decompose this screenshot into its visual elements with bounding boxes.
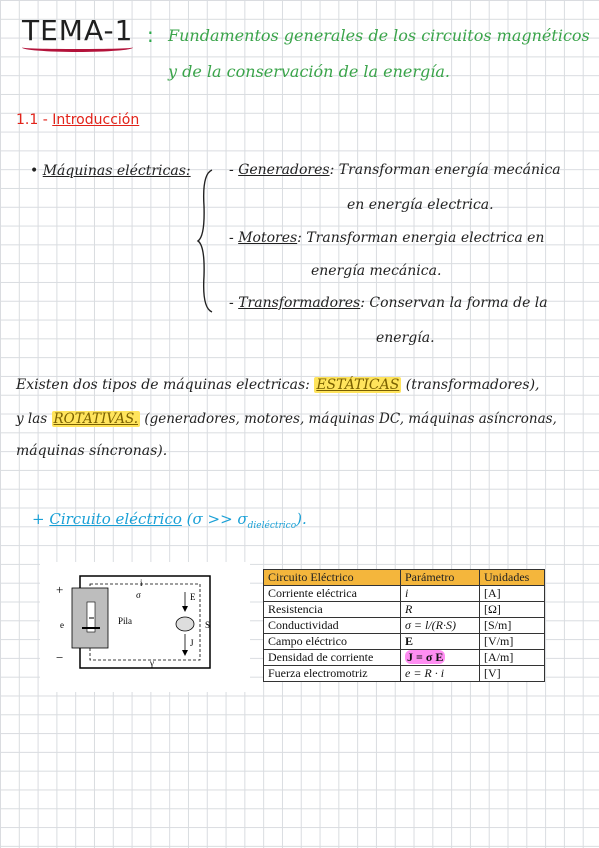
types-line-1: Existen dos tipos de máquinas electricas: ESTÁTICAS (transformadores), xyxy=(16,377,540,393)
item-transformadores-line2: energía. xyxy=(376,330,435,346)
title-colon: : xyxy=(147,23,154,47)
table-cell: σ = l/(R·S) xyxy=(401,618,480,634)
item-motores: - Motores: Transforman energia electrica en xyxy=(229,230,545,246)
table-cell: [Ω] xyxy=(480,602,545,618)
highlight-rotativas: ROTATIVAS. xyxy=(53,411,139,427)
item-generadores: - Generadores: Transforman energía mecánica xyxy=(229,162,561,178)
highlight-current-density: J = σ E xyxy=(407,650,444,664)
machines-label: • Máquinas eléctricas: xyxy=(30,163,191,179)
table-cell xyxy=(401,650,480,666)
fig-gamma: γ xyxy=(150,658,154,668)
title-main: TEMA-1 xyxy=(22,14,133,47)
fig-minus: − xyxy=(56,650,64,665)
fig-J: J xyxy=(190,638,194,648)
table-row xyxy=(264,650,545,666)
fig-E: E xyxy=(190,592,196,602)
table-cell: E xyxy=(401,634,480,650)
table-row xyxy=(264,634,545,650)
table-cell: [V] xyxy=(480,666,545,682)
table-cell: [S/m] xyxy=(480,618,545,634)
table-header-row xyxy=(264,570,545,586)
table-header: Parámetro xyxy=(401,570,480,586)
curly-brace xyxy=(196,166,216,316)
table-cell: i xyxy=(401,586,480,602)
title-line-2: y de la conservación de la energía. xyxy=(168,62,450,81)
circuit-figure xyxy=(40,562,250,692)
table-row xyxy=(264,666,545,682)
table-cell: e = R · i xyxy=(401,666,480,682)
table-cell: Densidad de corriente xyxy=(264,650,401,666)
types-line-3: máquinas síncronas). xyxy=(16,443,168,459)
section-heading: 1.1 - Introducción xyxy=(16,112,140,128)
fig-e: e xyxy=(60,620,64,630)
table-header: Circuito Eléctrico xyxy=(264,570,401,586)
highlight-estaticas: ESTÁTICAS xyxy=(316,377,400,393)
table-cell: Fuerza electromotriz xyxy=(264,666,401,682)
parameters-table xyxy=(263,569,545,682)
table-cell: Resistencia xyxy=(264,602,401,618)
fig-pila: Pila xyxy=(118,616,133,626)
fig-plus: + xyxy=(56,582,64,597)
table-row xyxy=(264,618,545,634)
circuit-heading: + Circuito eléctrico $(\sigma >> \sigma_{dieléctrico})$. xyxy=(32,510,307,531)
title-line-1: Fundamentos generales de los circuitos magnéticos xyxy=(168,26,590,45)
table-cell: R xyxy=(401,602,480,618)
item-transformadores: - Transformadores: Conservan la forma de la xyxy=(229,295,548,311)
table-cell: [A/m] xyxy=(480,650,545,666)
types-line-2: y las ROTATIVAS. (generadores, motores, máquinas DC, máquinas asíncronas, xyxy=(16,411,557,427)
table-cell: Corriente eléctrica xyxy=(264,586,401,602)
fig-S: S xyxy=(205,620,211,630)
table-row xyxy=(264,602,545,618)
table-row xyxy=(264,586,545,602)
item-generadores-line2: en energía electrica. xyxy=(347,197,494,213)
table-cell: [V/m] xyxy=(480,634,545,650)
fig-sigma: σ xyxy=(136,590,141,600)
fig-i: i xyxy=(140,578,143,588)
table-cell: Campo eléctrico xyxy=(264,634,401,650)
table-cell: Conductividad xyxy=(264,618,401,634)
table-cell: [A] xyxy=(480,586,545,602)
title-underline xyxy=(22,43,133,52)
item-motores-line2: energía mecánica. xyxy=(311,263,442,279)
table-header: Unidades xyxy=(480,570,545,586)
